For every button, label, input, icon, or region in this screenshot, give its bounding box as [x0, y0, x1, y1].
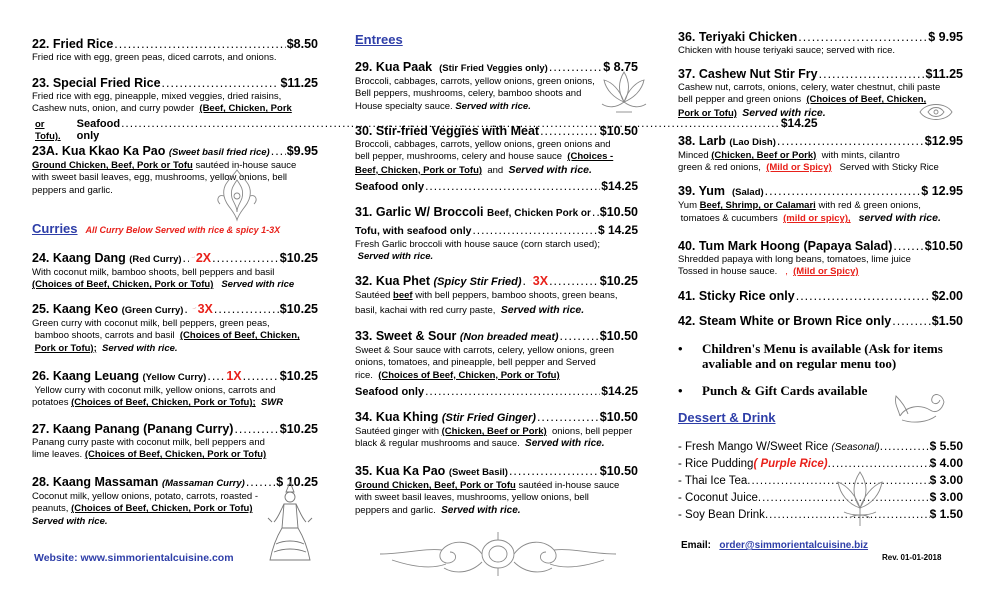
item-price: $2.00: [931, 289, 963, 303]
item-description: rice.: [355, 369, 373, 381]
item-title: 23. Special Fried Rice: [32, 76, 161, 90]
item-title: 39. Yum: [678, 184, 726, 198]
item-choices: (Choices of Beef, Chicken, Pork or Tofu): [378, 369, 560, 381]
item-description: Tossed in house sauce.: [678, 266, 778, 278]
dessert-item: - Coconut Juice ..... $ 3.00: [678, 490, 963, 506]
gift-cards-note: • Punch & Gift Cards available: [678, 383, 868, 398]
section-heading-entrees: Entrees: [355, 32, 403, 47]
spice-option: (mild or spicy),: [783, 213, 851, 225]
item-subtitle: (Green Curry): [121, 305, 184, 316]
item-description: with bell peppers, bamboo shoots, green beans,: [415, 290, 618, 301]
item-title: 36. Teriyaki Chicken: [678, 30, 798, 44]
thai-ornament-icon: [212, 166, 262, 224]
section-heading-curries: Curries All Curry Below Served with rice & spicy 1-3X: [32, 221, 281, 236]
item-choices: (Choices of Beef, Chicken,: [806, 94, 927, 106]
item-description: Shredded papaya with long beans, tomatoes, lime juice: [678, 254, 911, 265]
item-choices: Ground Chicken, Beef, Pork or Tofu: [32, 160, 193, 171]
menu-item-36: [678, 30, 963, 57]
spice-option: (Mild or Spicy): [766, 162, 832, 174]
item-title: 25. Kaang Keo: [32, 302, 119, 316]
seafood-label: Seafood only: [355, 181, 425, 194]
item-description: Sweet & Sour sauce with carrots, celery, yellow onions, green: [355, 345, 615, 356]
item-title: 31. Garlic W/ Broccoli: [355, 205, 484, 219]
item-description: Fried rice with egg, pineapple, mixed veggies, dried raisins,: [32, 91, 282, 102]
item-subtitle: (Spicy Stir Fried): [433, 276, 522, 288]
item-price: $10.25: [279, 302, 318, 316]
item-description: with mints, cilantro: [821, 150, 900, 161]
item-description: Yum: [678, 200, 698, 211]
item-price: $ 8.75: [603, 60, 638, 74]
menu-item-25: [32, 302, 318, 355]
item-choices: (Choices -: [567, 151, 614, 163]
dessert-item: - Thai Ice Tea ..... $ 3.00: [678, 473, 963, 489]
item-description: with red & green onions,: [818, 200, 921, 211]
chili-pepper-icon: [191, 252, 195, 262]
seafood-price: $14.25: [601, 179, 638, 194]
item-price: $10.50: [599, 124, 638, 138]
item-price: $9.95: [286, 144, 318, 158]
item-title: 30. Stir-fried Veggies with Meat: [355, 124, 540, 138]
item-title: 23A. Kua Kkao Ka Pao: [32, 144, 166, 158]
spice-level: 3X: [197, 302, 213, 316]
item-subtitle: (Red Curry): [129, 254, 182, 265]
menu-item-38: [678, 134, 963, 175]
item-description: Sautéed: [355, 290, 391, 301]
item-subtitle: (Sweet Basil): [448, 467, 508, 478]
menu-item-40: 40. Tum Mark Hoong (Papaya Salad) ..... $10.50 Shredded papaya with long beans, tomatoes, lime juice Tossed in house sauce. , (Mild or Spicy): [678, 239, 963, 279]
item-title: 26. Kaang Leuang: [32, 369, 139, 383]
item-title: 29. Kua Paak: [355, 60, 433, 74]
item-subtitle: (Yellow Curry): [142, 372, 207, 383]
item-description: House specialty sauce.: [355, 100, 453, 112]
served-note: Served with rice: [221, 279, 295, 291]
lotus-ornament-icon: [598, 68, 650, 118]
item-description: Minced: [678, 150, 709, 161]
item-price: $ 12.95: [921, 184, 963, 198]
item-price: $8.50: [286, 37, 318, 51]
seafood-price: $14.25: [601, 384, 638, 399]
item-price-seafood: $ 14.25: [597, 223, 638, 237]
item-title: 28. Kaang Massaman: [32, 475, 159, 489]
served-note: Served with rice.: [742, 106, 826, 119]
item-subtitle: (Stir Fried Veggies only): [439, 63, 548, 74]
item-choices: (Chicken, Beef or Pork): [441, 426, 547, 437]
spice-level: 2X: [195, 251, 212, 265]
item-choices: Beef, Chicken, Pork or Tofu): [355, 164, 483, 176]
item-description: Broccoli, cabbages, carrots, yellow onions, green onions and: [355, 139, 611, 150]
menu-item-26: [32, 369, 318, 410]
item-price: $10.50: [599, 329, 638, 343]
item-description: Cashew nuts, onion, and curry powder: [32, 103, 195, 115]
served-note: Served with rice.: [525, 438, 605, 450]
item-choices: Pork or Tofu): [678, 107, 737, 119]
item-description: Chicken with house teriyaki sauce; served with rice.: [678, 45, 896, 56]
email-link[interactable]: order@simmorientalcuisine.biz: [719, 540, 869, 551]
item-price: $10.25: [279, 422, 318, 436]
item-choices: Pork or Tofu);: [34, 342, 97, 354]
item-title: 42. Steam White or Brown Rice only: [678, 314, 892, 328]
item-description: with sweet basil leaves, egg, mushrooms, yellow onions, bell: [32, 172, 288, 184]
item-description: onions, bell pepper: [551, 426, 633, 437]
item-description: Bell peppers, mushrooms, celery, bamboo shoots and: [355, 88, 582, 100]
served-note: Served with rice.: [508, 163, 592, 176]
served-note: SWR: [260, 397, 284, 409]
item-title: 34. Kua Khing: [355, 410, 439, 424]
seafood-price: $14.25: [780, 115, 818, 130]
spice-level: 3X: [532, 274, 549, 288]
section-heading-dessert: Dessert & Drink: [678, 410, 776, 425]
dessert-item: - Fresh Mango W/Sweet Rice (Seasonal) ..... $ 5.50: [678, 439, 963, 455]
childrens-menu-note: • Children's Menu is available (Ask for items avaliable and on regular menu too): [678, 341, 943, 371]
item-choices: (Choices of Beef, Chicken, Pork or Tofu): [32, 279, 214, 291]
item-price: $10.50: [599, 205, 638, 219]
email-label: Email:: [681, 540, 712, 551]
item-title: 27. Kaang Panang (Panang Curry): [32, 422, 234, 436]
thai-ornament-icon: [916, 98, 956, 126]
item-choices: (Choices of Beef, Chicken,: [179, 330, 300, 342]
spice-level: 1X: [226, 369, 242, 383]
thai-swan-icon: [892, 386, 948, 428]
thai-dancer-icon: [266, 478, 314, 566]
served-note: Served with rice.: [102, 342, 178, 354]
revision-date: Rev. 01-01-2018: [882, 553, 942, 562]
item-description: sautéed in-house sauce: [518, 480, 620, 491]
menu-item-41: [678, 289, 963, 304]
item-description: Cashew nut, carrots, onions, celery, water chestnut, chili paste: [678, 82, 941, 93]
item-option: Tofu, with seafood only: [355, 225, 472, 237]
item-description: potatoes: [32, 397, 69, 409]
item-description: tomatoes & cucumbers: [680, 213, 778, 225]
item-description: Sautéed ginger with: [355, 426, 439, 437]
menu-item-31: [355, 205, 638, 264]
item-price: $10.50: [924, 239, 963, 253]
item-description: onions, tomatoes, and pineapple, bell pepper and Served: [355, 357, 596, 369]
item-choices: beef: [393, 290, 413, 301]
item-price: $10.25: [279, 251, 318, 265]
item-price: $ 9.95: [928, 30, 963, 44]
item-choices: (Choices of Beef, Chicken, Pork or Tofu): [71, 503, 253, 515]
menu-item-34: [355, 410, 638, 451]
item-description: black & regular mushrooms and sauce.: [355, 438, 520, 450]
item-price: $10.50: [599, 410, 638, 424]
chili-pepper-icon: [529, 275, 532, 285]
spice-option: (Mild or Spicy): [793, 266, 859, 278]
item-price: $11.25: [925, 67, 963, 81]
website-link[interactable]: Website: www.simmorientalcuisine.com: [34, 552, 234, 564]
item-description: peppers and garlic.: [355, 504, 436, 516]
item-price: $12.95: [924, 134, 963, 148]
item-subtitle: (Lao Dish): [729, 137, 776, 148]
item-choices: Ground Chicken, Beef, Pork or Tofu: [355, 480, 516, 491]
item-choices: (Chicken, Beef or Pork): [711, 150, 817, 161]
item-description: Yellow curry with coconut milk, yellow onions, carrots and: [34, 385, 276, 396]
menu-item-35: [355, 464, 638, 517]
menu-item-42: [678, 314, 963, 329]
item-subtitle: (Salad): [731, 187, 764, 198]
menu-item-39: [678, 184, 963, 226]
item-description: bell pepper and green onions: [678, 94, 802, 106]
item-subtitle: (Massaman Curry): [161, 478, 245, 489]
item-price: $10.25: [279, 369, 318, 383]
menu-item-30: [355, 124, 638, 195]
item-description: Fresh Garlic broccoli with house sauce (corn starch used);: [355, 239, 600, 250]
item-description: green & red onions,: [678, 162, 761, 174]
menu-item-27: [32, 422, 318, 462]
seafood-label: Seafood only: [76, 117, 121, 143]
item-description: with sweet basil leaves, mushrooms, yellow onions, bell: [355, 492, 589, 504]
item-title: 40. Tum Mark Hoong (Papaya Salad): [678, 239, 893, 253]
item-choices: or Tofu).: [35, 118, 61, 143]
item-description: bell pepper, mushrooms, celery and house sauce: [355, 151, 563, 163]
email-line: [681, 540, 868, 551]
menu-item-22: [32, 37, 318, 64]
menu-item-33: [355, 329, 638, 400]
item-description: With coconut milk, bamboo shoots, bell peppers and basil: [32, 267, 275, 278]
item-price: $10.50: [599, 464, 638, 478]
served-note: served with rice.: [858, 212, 941, 225]
item-title: 35. Kua Ka Pao: [355, 464, 446, 478]
curries-note: All Curry Below Served with rice & spicy 1-3X: [85, 225, 281, 235]
served-note: Served with rice.: [32, 515, 108, 527]
menu-item-24: [32, 251, 318, 292]
item-description: sautéed in-house sauce: [195, 160, 297, 171]
served-note: Served with Sticky Rice: [839, 162, 939, 174]
item-title: 41. Sticky Rice only: [678, 289, 795, 303]
menu-item-32: [355, 274, 638, 318]
item-subtitle: (Sweet basil fried rice): [168, 147, 270, 158]
item-price: $ 10.25: [276, 475, 318, 489]
item-price: $10.25: [599, 274, 638, 288]
item-description: peppers and garlic.: [32, 184, 113, 196]
item-choices: (Beef, Chicken, Pork: [199, 103, 292, 115]
served-note: Served with rice.: [357, 251, 434, 263]
dessert-item: - Soy Bean Drink ..... $ 1.50: [678, 507, 963, 523]
item-title: 32. Kua Phet: [355, 274, 431, 288]
item-title: 37. Cashew Nut Stir Fry: [678, 67, 818, 81]
menu-item-23a: [32, 144, 318, 197]
item-subtitle: Beef, Chicken Pork or: [487, 208, 591, 219]
item-choices: (Choices of Beef, Chicken, Pork or Tofu): [84, 449, 267, 461]
served-note: Served with rice.: [455, 100, 531, 112]
served-note: Served with rice.: [500, 304, 585, 317]
dessert-item: - Rice Pudding ( Purple Rice) ..... $ 4.00: [678, 456, 963, 472]
item-price: $1.50: [931, 314, 963, 328]
item-description: Fried rice with egg, green peas, diced carrots, and onions.: [32, 52, 277, 63]
served-note: Served with rice.: [441, 504, 521, 516]
item-description: lime leaves.: [32, 449, 83, 461]
item-description: Panang curry paste with coconut milk, bell peppers and: [32, 437, 265, 448]
item-title: 33. Sweet & Sour: [355, 329, 457, 343]
item-description: peanuts,: [32, 503, 69, 515]
item-description: Green curry with coconut milk, bell peppers, green peas,: [32, 318, 270, 329]
scroll-ornament-icon: [374, 528, 622, 580]
item-description: basil, kachai with red curry paste,: [355, 305, 496, 317]
seafood-label: Seafood only: [355, 386, 425, 399]
item-description: Coconut milk, yellow onions, potato, carrots, roasted -: [32, 491, 258, 502]
item-description: bamboo shoots, carrots and basil: [34, 330, 175, 342]
lotus-ornament-icon: [834, 468, 886, 530]
item-description: Broccoli, cabbages, carrots, yellow onions, green onions,: [355, 76, 595, 87]
item-title: 38. Larb: [678, 134, 726, 148]
item-subtitle: (Stir Fried Ginger): [441, 412, 536, 424]
item-choices: (Choices of Beef, Chicken, Pork or Tofu);: [71, 397, 256, 409]
item-choices: Beef, Shrimp, or Calamari: [699, 200, 816, 211]
item-subtitle: (Non breaded meat): [459, 331, 559, 343]
menu-item-29: [355, 60, 638, 113]
item-price: $11.25: [280, 76, 318, 90]
item-title: 24. Kaang Dang: [32, 251, 126, 265]
item-description: and: [487, 164, 504, 176]
chili-pepper-icon: [192, 303, 196, 313]
item-title: 22. Fried Rice: [32, 37, 114, 51]
